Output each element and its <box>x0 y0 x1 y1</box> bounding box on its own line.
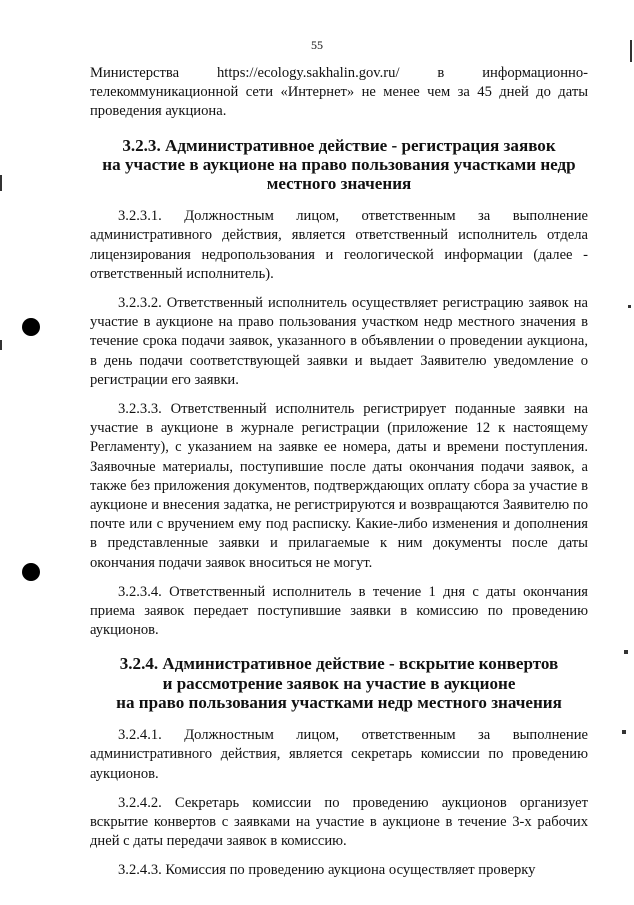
paragraph-3-2-3-2: 3.2.3.2. Ответственный исполнитель осуществляет регистрацию заявок на участие в аукционе на право пользования участком недр местного значения в течение срока подачи заявок, указанного в объявлении о проведении аукциона, в день подачи соответствующей заявки и выдает Заявителю уведомление о регистрации его заявки. <box>90 295 588 388</box>
scan-edge-mark <box>624 650 628 654</box>
paragraph-3-2-3-1: 3.2.3.1. Должностным лицом, ответственным за выполнение административного действия, является ответственный исполнитель отдела лицензирования недропользования и геологической информации (далее - ответственный исполнитель). <box>90 208 588 282</box>
intro-paragraph <box>90 64 588 122</box>
punch-hole-upper <box>22 318 40 336</box>
paragraph-3-2-3-3: 3.2.3.3. Ответственный исполнитель регистрирует поданные заявки на участие в аукционе в журнале регистрации (приложение 12 к настоящему Регламенту), с указанием на заявке ее номера, даты и времени поступления. Заявочные материалы, поступившие после даты окончания подачи заявок, а также без приложения документов, подтверждающих оплату сбора за участие в аукционе и внесения задатка, не регистрируются и возвращаются Заявителю по почте или с вручением ему под расписку. Какие-либо изменения и дополнения в представленные заявки и прилагаемые к ним документы после даты окончания подачи заявок вноситься не могут. <box>90 401 588 571</box>
heading-3-2-4-line2: и рассмотрение заявок на участие в аукционе <box>162 673 516 693</box>
scan-edge-mark <box>630 40 632 62</box>
heading-3-2-3-line2: на участие в аукционе на право пользования участками недр <box>102 154 576 174</box>
scan-edge-mark <box>622 730 626 734</box>
intro-first-line: Министерства https://ecology.sakhalin.gov.ru/ в информационно- <box>90 65 588 81</box>
document-body <box>90 64 588 881</box>
scan-edge-mark <box>0 340 2 350</box>
heading-3-2-3-line1: 3.2.3. Административное действие - регистрация заявок <box>122 135 556 155</box>
paragraph-3-2-4-2: 3.2.4.2. Секретарь комиссии по проведению аукционов организует вскрытие конвертов с заявками на участие в аукционе в течение 3-х рабочих дней с даты передачи заявок в комиссию. <box>90 794 588 850</box>
scan-edge-mark <box>0 175 2 191</box>
scan-edge-mark <box>628 305 631 308</box>
heading-3-2-3-line3: местного значения <box>266 174 412 194</box>
paragraph-3-2-4-1: 3.2.4.1. Должностным лицом, ответственным за выполнение административного действия, является секретарь комиссии по проведению аукционов. <box>90 727 588 782</box>
punch-hole-lower <box>22 563 40 581</box>
paragraph-3-2-4-3: 3.2.4.3. Комиссия по проведению аукциона осуществляет проверку <box>118 862 536 879</box>
heading-3-2-4-line3: на право пользования участками недр местного значения <box>116 692 562 712</box>
section-heading-3-2-3 <box>90 136 588 194</box>
heading-3-2-4-line1: 3.2.4. Административное действие - вскрытие конвертов <box>119 654 559 674</box>
page-number: 55 <box>311 38 323 52</box>
paragraph-3-2-3-4: 3.2.3.4. Ответственный исполнитель в течение 1 дня с даты окончания приема заявок передает поступившие заявки в комиссию по проведению аукционов. <box>90 583 588 639</box>
section-heading-3-2-4 <box>90 654 588 712</box>
intro-rest: телекоммуникационной сети «Интернет» не менее чем за 45 дней до даты проведения аукциона. <box>90 84 588 120</box>
